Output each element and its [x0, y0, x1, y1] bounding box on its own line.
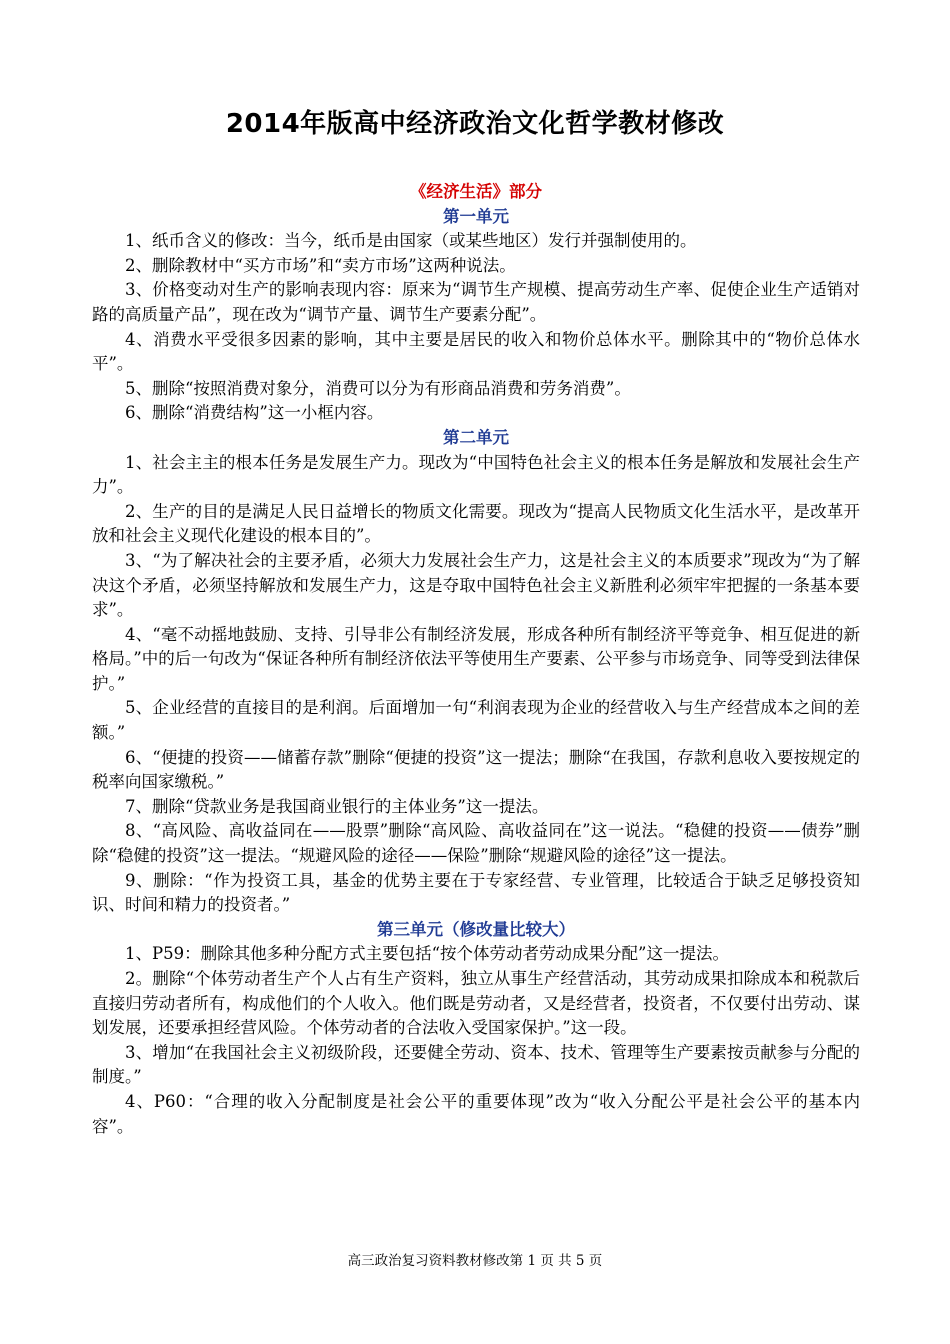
document-title: 2014年版高中经济政治文化哲学教材修改 — [225, 109, 725, 139]
paragraph: 1、纸币含义的修改：当今，纸币是由国家（或某些地区）发行并强制使用的。 — [125, 231, 697, 251]
paragraph: 4、“毫不动摇地鼓励、支持、引导非公有制经济发展，形成各种所有制经济平等竞争、相互促进的新格局。”中的后一句改为“保证各种所有制经济依法平等使用生产要素、公平参与市场竞争、同等受到法律保护。” — [92, 624, 860, 693]
page-footer: 高三政治复习资料教材修改第 1 页 共 5 页 — [347, 1253, 603, 1269]
paragraph: 6、删除“消费结构”这一小框内容。 — [125, 403, 384, 423]
paragraph: 9、删除：“作为投资工具，基金的优势主要在于专家经营、专业管理，比较适合于缺乏足够投资知识、时间和精力的投资者。” — [92, 870, 860, 915]
section-title: 《经济生活》部分 — [410, 182, 542, 201]
paragraph: 4、消费水平受很多因素的影响，其中主要是居民的收入和物价总体水平。删除其中的“物价总体水平”。 — [92, 329, 860, 374]
paragraph: 1、P59：删除其他多种分配方式主要包括“按个体劳动者劳动成果分配”这一提法。 — [125, 944, 729, 964]
unit-title: 第二单元 — [443, 427, 509, 447]
paragraph: 2。删除“个体劳动者生产个人占有生产资料，独立从事生产经营活动，其劳动成果扣除成本和税款后直接归劳动者所有，构成他们的个人收入。他们既是劳动者，又是经营者，投资者，不仅要付出劳动、谋划发展，还要承担经营风险。个体劳动者的合法收入受国家保护。”这一段。 — [92, 969, 860, 1038]
paragraph: 7、删除“贷款业务是我国商业银行的主体业务”这一提法。 — [125, 796, 549, 816]
paragraph: 3、“为了解决社会的主要矛盾，必须大力发展社会生产力，这是社会主义的本质要求”现改为“为了解决这个矛盾，必须坚持解放和发展生产力，这是夺取中国特色社会主义新胜利必须牢牢把握的一条基本要求”。 — [92, 550, 860, 620]
unit-title: 第三单元（修改量比较大） — [377, 919, 575, 939]
paragraph: 5、删除“按照消费对象分，消费可以分为有形商品消费和劳务消费”。 — [125, 378, 631, 398]
paragraph: 5、企业经营的直接目的是利润。后面增加一句“利润表现为企业的经营收入与生产经营成本之间的差额。” — [92, 698, 860, 743]
unit-title: 第一单元 — [443, 206, 509, 226]
paragraph: 2、生产的目的是满足人民日益增长的物质文化需要。现改为“提高人民物质文化生活水平，是改革开放和社会主义现代化建设的根本目的”。 — [92, 501, 860, 546]
paragraph: 4、P60：“合理的收入分配制度是社会公平的重要体现”改为“收入分配公平是社会公平的基本内容”。 — [92, 1091, 860, 1136]
paragraph: 2、删除教材中“买方市场”和“卖方市场”这两种说法。 — [125, 255, 516, 275]
document-body — [92, 180, 860, 1139]
paragraph: 1、社会主主的根本任务是发展生产力。现改为“中国特色社会主义的根本任务是解放和发展社会生产力”。 — [92, 452, 860, 497]
paragraph: 8、“高风险、高收益同在——股票”删除“高风险、高收益同在”这一说法。“稳健的投资——债券”删除“稳健的投资”这一提法。“规避风险的途径——保险”删除“规避风险的途径”这一提法。 — [92, 821, 860, 866]
paragraph: 6、“便捷的投资——储蓄存款”删除“便捷的投资”这一提法；删除“在我国，存款利息收入要按规定的税率向国家缴税。” — [92, 747, 860, 792]
paragraph: 3、增加“在我国社会主义初级阶段，还要健全劳动、资本、技术、管理等生产要素按贡献参与分配的制度。” — [92, 1042, 860, 1087]
paragraph: 3、价格变动对生产的影响表现内容：原来为“调节生产规模、提高劳动生产率、促使企业生产适销对路的高质量产品”，现在改为“调节产量、调节生产要素分配”。 — [92, 280, 860, 324]
